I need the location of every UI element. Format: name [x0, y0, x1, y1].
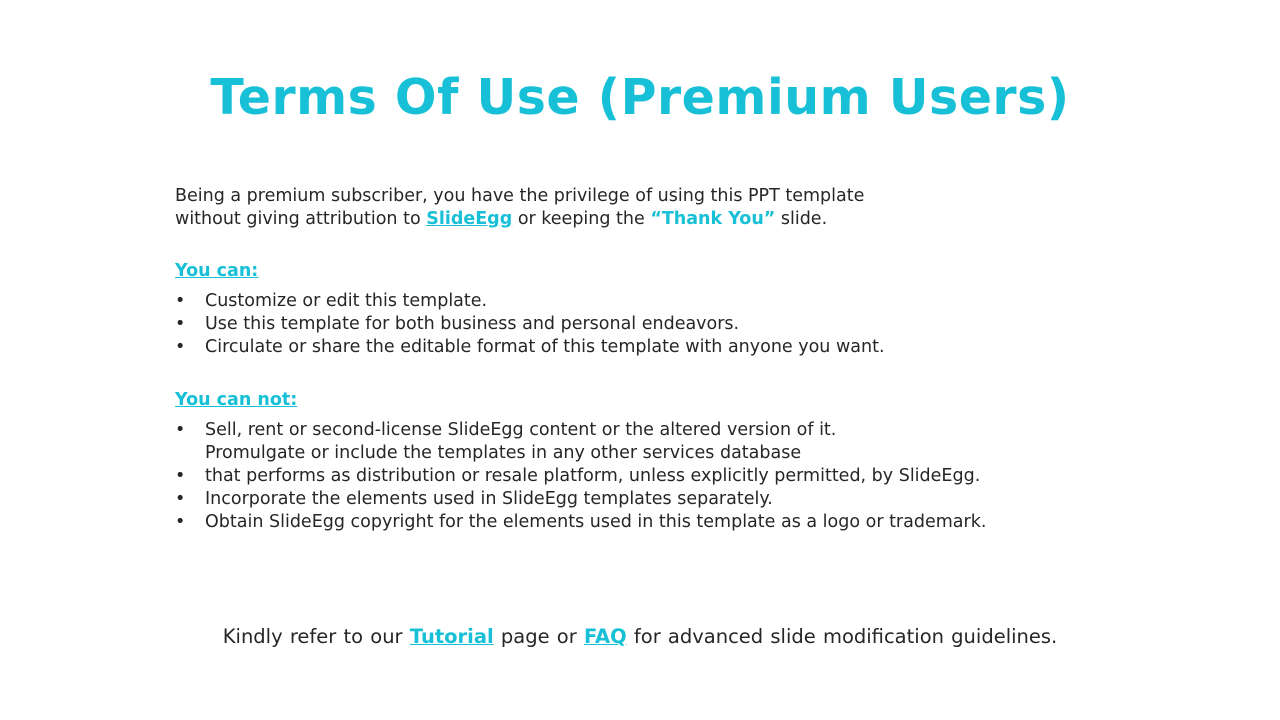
- list-item: [175, 465, 1075, 488]
- bullet-icon: •: [175, 420, 186, 440]
- list-item-text: Obtain SlideEgg copyright for the elements used in this template as a logo or trademark.: [205, 512, 987, 532]
- bullet-icon: •: [175, 512, 186, 532]
- intro-line-1: Being a premium subscriber, you have the privilege of using this PPT template: [175, 186, 865, 206]
- slideegg-link[interactable]: SlideEgg: [426, 209, 513, 229]
- footer-middle: page or: [493, 625, 584, 648]
- list-item: [175, 313, 1075, 336]
- terms-content: [175, 185, 1075, 534]
- you-can-not-heading: You can not:: [175, 390, 298, 410]
- list-item: [175, 290, 1075, 313]
- bullet-icon: •: [175, 466, 186, 486]
- footer-suffix: for advanced slide modification guidelines.: [626, 625, 1058, 648]
- list-item: [175, 419, 1075, 465]
- list-item-text-continued: Promulgate or include the templates in any other services database: [205, 443, 802, 463]
- list-item-text: Sell, rent or second-license SlideEgg content or the altered version of it.: [205, 420, 837, 440]
- bullet-icon: •: [175, 314, 186, 334]
- faq-link[interactable]: FAQ: [583, 625, 627, 648]
- footer-note: [0, 624, 1280, 650]
- you-can-heading: You can:: [175, 261, 259, 281]
- thank-you-text: “Thank You”: [650, 209, 776, 229]
- intro-paragraph: [175, 185, 1075, 231]
- you-can-not-list: [175, 419, 1075, 534]
- list-item: [175, 488, 1075, 511]
- you-can-list: [175, 290, 1075, 359]
- bullet-icon: •: [175, 291, 186, 311]
- list-item: [175, 336, 1075, 359]
- list-item-text: Circulate or share the editable format of this template with anyone you want.: [205, 337, 885, 357]
- bullet-icon: •: [175, 489, 186, 509]
- list-item-text: that performs as distribution or resale platform, unless explicitly permitted, by SlideEgg.: [205, 466, 981, 486]
- list-item-text: Customize or edit this template.: [205, 291, 488, 311]
- page-title: Terms Of Use (Premium Users): [210, 69, 1070, 126]
- bullet-icon: •: [175, 337, 186, 357]
- intro-line-2-middle: or keeping the: [512, 209, 651, 229]
- intro-line-2: [175, 208, 1075, 231]
- footer-prefix: Kindly refer to our: [222, 625, 410, 648]
- list-item-text: Incorporate the elements used in SlideEgg templates separately.: [205, 489, 773, 509]
- intro-line-2-suffix: slide.: [775, 209, 828, 229]
- intro-line-2-prefix: without giving attribution to: [175, 209, 427, 229]
- list-item-text: Use this template for both business and personal endeavors.: [205, 314, 740, 334]
- list-item: [175, 511, 1075, 534]
- tutorial-link[interactable]: Tutorial: [409, 625, 494, 648]
